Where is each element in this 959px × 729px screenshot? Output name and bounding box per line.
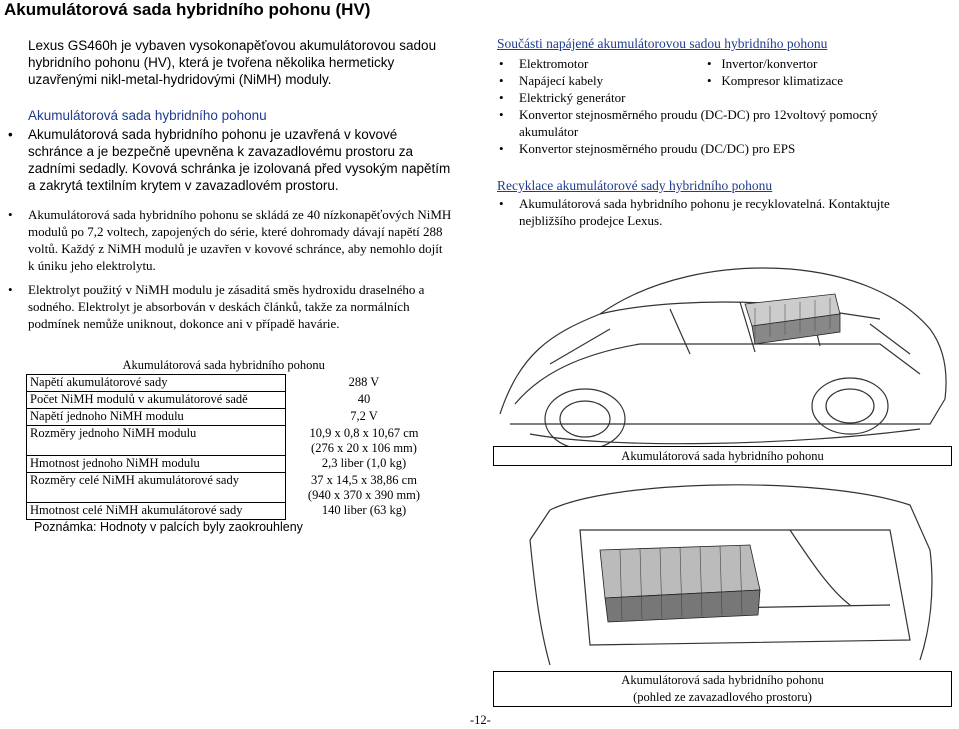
list-item: • Akumulátorová sada hybridního pohonu je uzavřená v kovové schránce a je bezpečně upevněna k zavazadlovému prostoru za zadními sedadly. Kovová schránka je izolovaná před vysokým napětím a zakrytá textilním krytem v zavazadlovém prostoru. (6, 126, 452, 194)
battery-bullet-list (6, 126, 452, 194)
page-title: Akumulátorová sada hybridního pohonu (HV) (4, 0, 371, 19)
trunk-view-illustration (490, 470, 952, 670)
list-item: • Napájecí kabely • Kompresor klimatizace (497, 72, 947, 89)
list-item: • Konvertor stejnosměrného proudu (DC-DC) pro 12voltový pomocný akumulátor (497, 106, 939, 140)
spec-table-wrapper (26, 358, 442, 534)
list-item: • Elektromotor • Invertor/konvertor (497, 55, 947, 72)
figure2-caption: Akumulátorová sada hybridního pohonu (pohled ze zavazadlového prostoru) (493, 671, 952, 707)
table-row: Hmotnost jednoho NiMH modulu 2,3 liber (1,0 kg) (27, 456, 443, 473)
table-row: Rozměry celé NiMH akumulátorové sady 37 x 14,5 x 38,86 cm (940 x 370 x 390 mm) (27, 473, 443, 503)
table-note: Poznámka: Hodnoty v palcích byly zaokrouhleny (34, 520, 303, 534)
table-row: Napětí akumulátorové sady 288 V (27, 375, 443, 392)
components-heading: Součásti napájené akumulátorovou sadou hybridního pohonu (497, 36, 828, 51)
recycling-list (497, 195, 947, 229)
list-item: • Akumulátorová sada hybridního pohonu se skládá ze 40 nízkonapěťových NiMH modulů po 7,2 voltech, zapojených do série, které dohromady dávají napětí 288 voltů. Každý z NiMH modulů je uzavřen v kovové schránce, aby nemohlo dojít k úniku jeho elektrolytu. (6, 206, 452, 274)
list-item: • Elektrický generátor (497, 89, 947, 106)
list-item: • Akumulátorová sada hybridního pohonu je recyklovatelná. Kontaktujte nejbližšího prodejce Lexus. (497, 195, 947, 229)
recycling-heading: Recyklace akumulátorové sady hybridního pohonu (497, 178, 773, 193)
table-row: Počet NiMH modulů v akumulátorové sadě 40 (27, 392, 443, 409)
section-heading-battery: Akumulátorová sada hybridního pohonu (28, 108, 267, 123)
figure1-caption: Akumulátorová sada hybridního pohonu (493, 446, 952, 466)
list-item: • Elektrolyt použitý v NiMH modulu je zásaditá směs hydroxidu draselného a sodného. Elektrolyt je absorbován v deskách článků, takže za normálních podmínek nemůže uniknout, dokonce ani v případě havárie. (6, 281, 452, 332)
intro-paragraph: Lexus GS460h je vybaven vysokonapěťovou akumulátorovou sadou hybridního pohonu (HV), která je tvořena několika hermeticky uzavřenými nikl-metal-hydridovými (NiMH) moduly. (28, 38, 437, 87)
table-row: Rozměry jednoho NiMH modulu 10,9 x 0,8 x 10,67 cm (276 x 20 x 106 mm) (27, 426, 443, 456)
table-caption: Akumulátorová sada hybridního pohonu (122, 358, 325, 372)
battery-bullet-list-3 (6, 281, 452, 332)
battery-bullet-list-2 (6, 206, 452, 274)
list-item: • Konvertor stejnosměrného proudu (DC/DC) pro EPS (497, 140, 947, 157)
table-row: Napětí jednoho NiMH modulu 7,2 V (27, 409, 443, 426)
page-number: -12- (470, 713, 491, 727)
spec-table (26, 358, 442, 520)
table-row: Hmotnost celé NiMH akumulátorové sady 140 liber (63 kg) (27, 503, 443, 520)
components-list (497, 55, 947, 157)
car-cutaway-illustration (490, 234, 952, 470)
